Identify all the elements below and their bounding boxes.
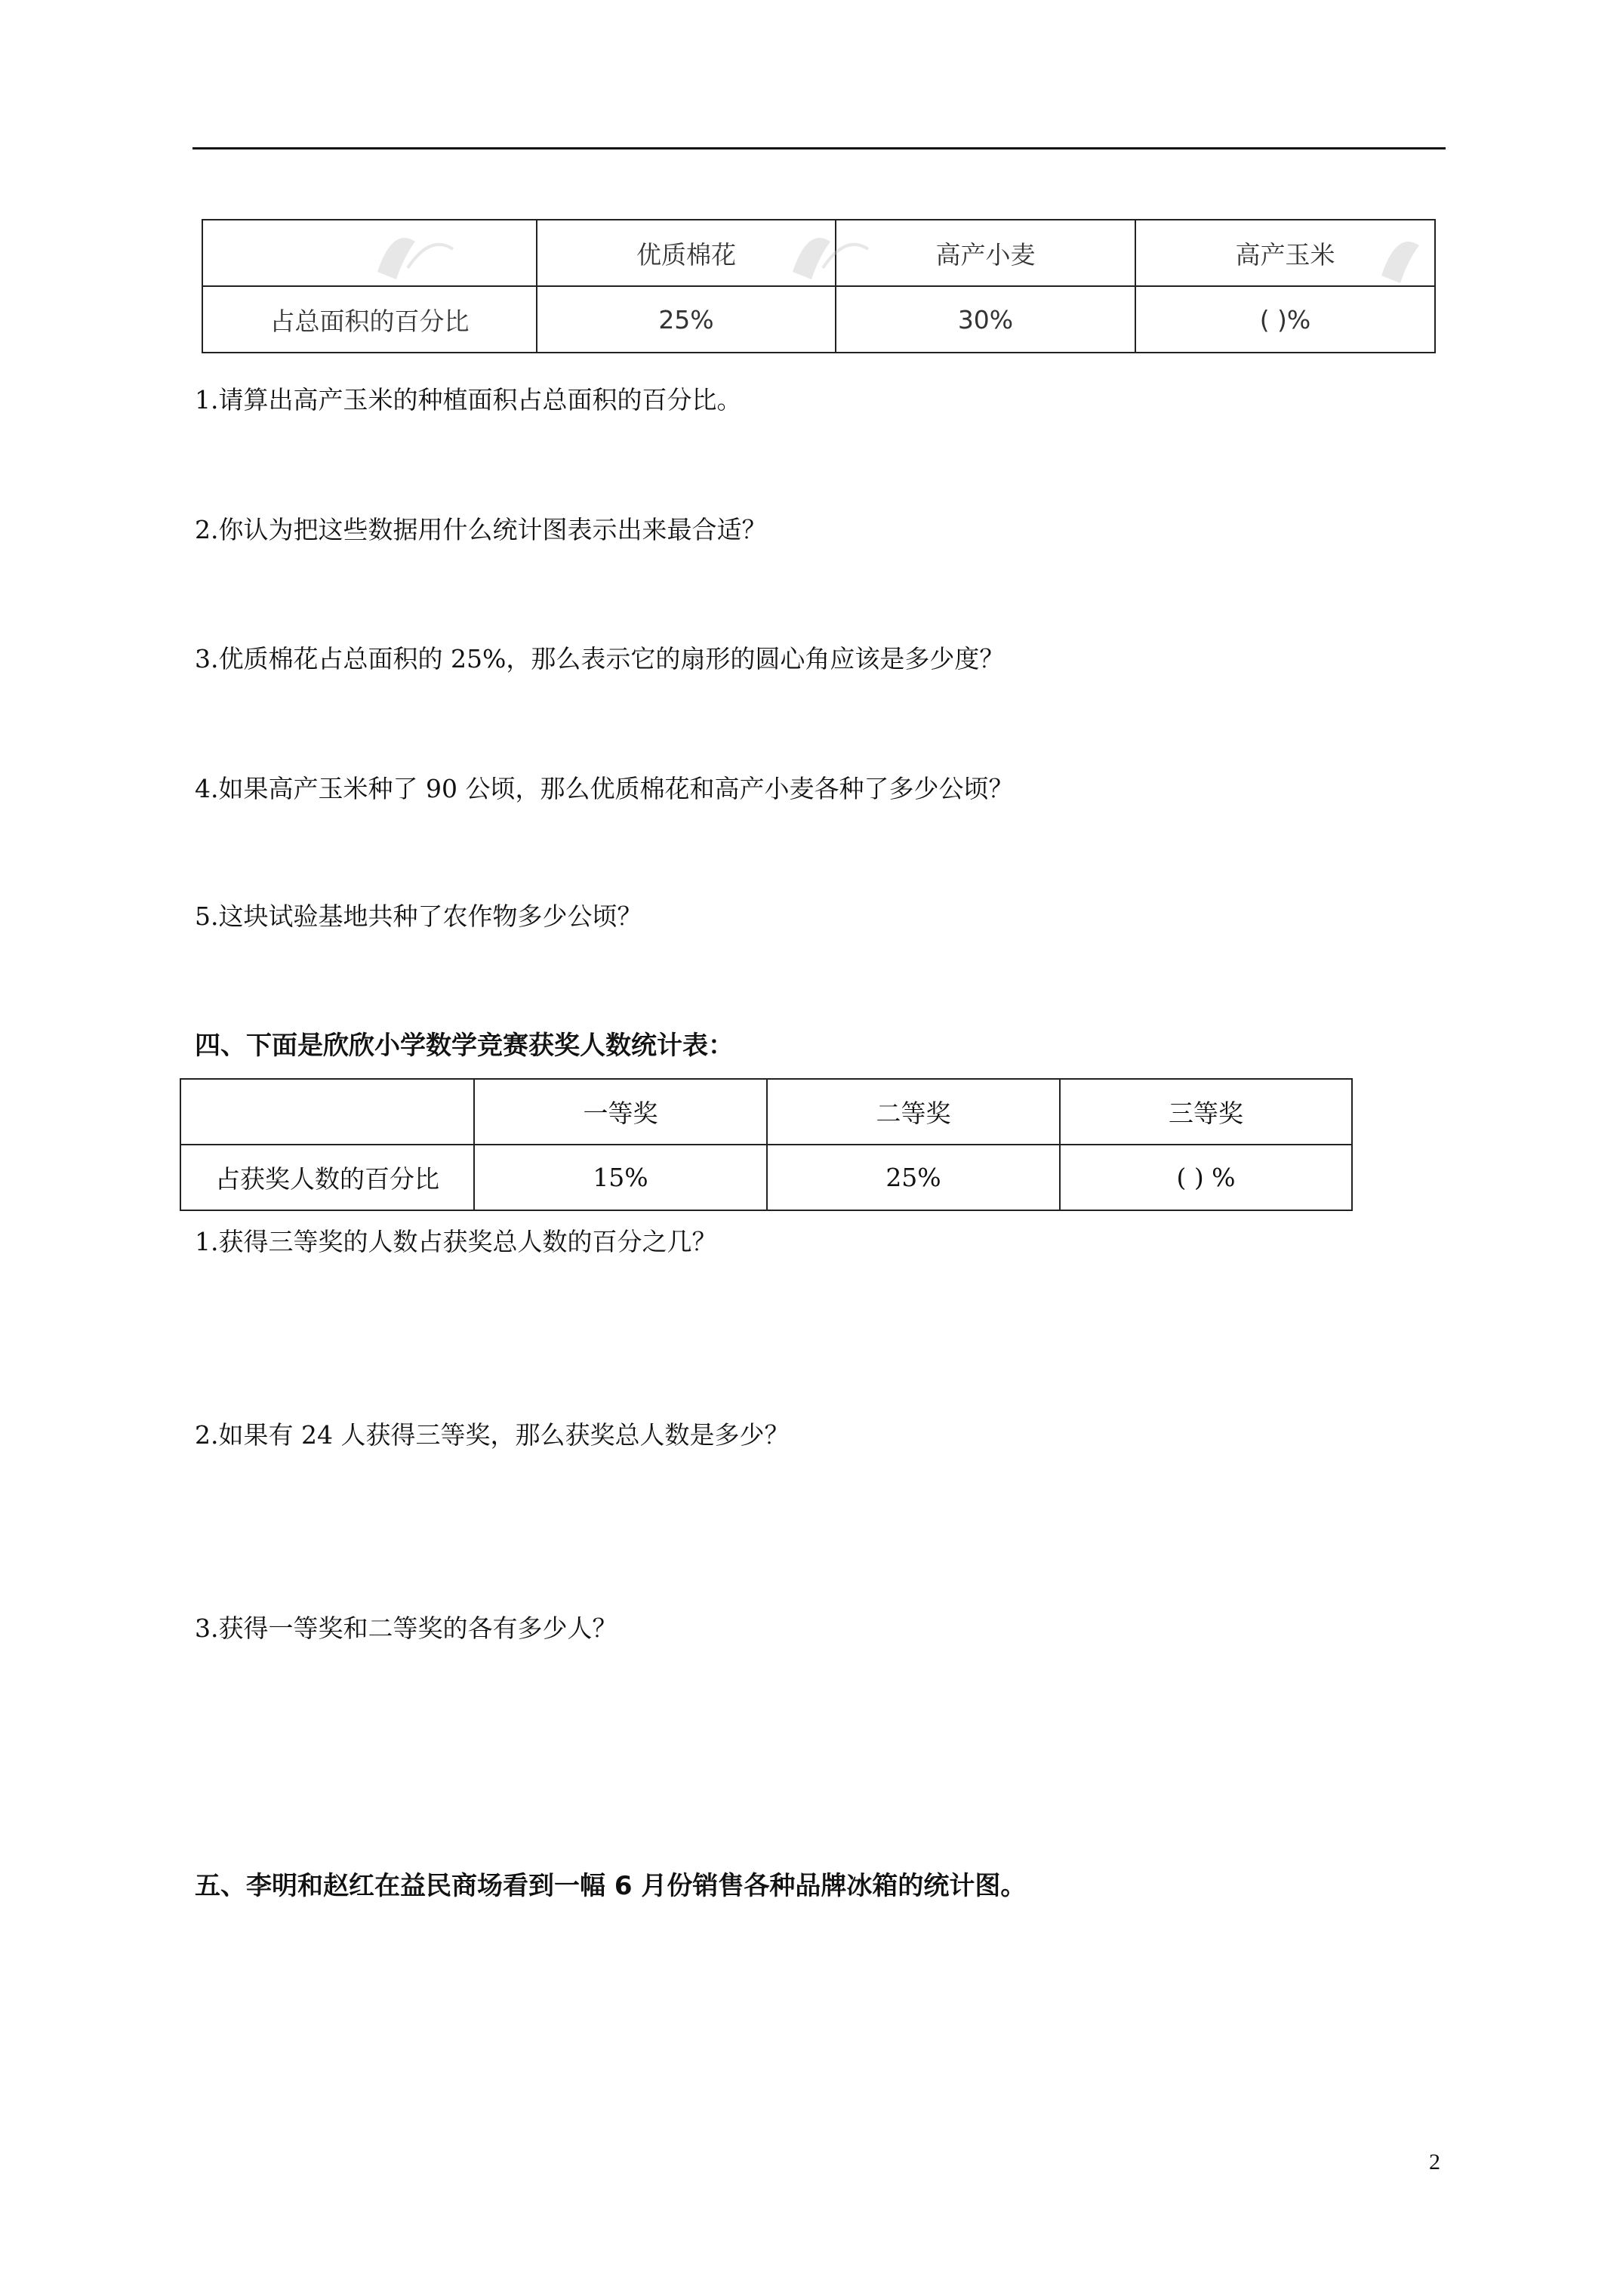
watermark-logo-icon <box>362 211 574 287</box>
value-third-prize: ( ) % <box>1060 1145 1352 1210</box>
header-corn: 高产玉米 <box>1135 220 1435 286</box>
page-number: 2 <box>1429 2150 1440 2174</box>
question-1: 1.获得三等奖的人数占获奖总人数的百分之几？ <box>195 1227 717 1256</box>
table-row <box>180 1145 1352 1210</box>
value-corn: ( )% <box>1135 286 1435 353</box>
row-label: 占获奖人数的百分比 <box>180 1145 474 1210</box>
question-5: 5.这块试验基地共种了农作物多少公顷？ <box>195 901 642 931</box>
section-5-heading: 五、李明和赵红在益民商场看到一幅 6 月份销售各种品牌冰箱的统计图。 <box>195 1871 1027 1901</box>
question-2: 2.如果有 24 人获得三等奖，那么获奖总人数是多少？ <box>195 1420 790 1450</box>
value-cotton: 25% <box>537 286 836 353</box>
header-wheat: 高产小麦 <box>836 220 1135 286</box>
section-4-heading: 四、下面是欣欣小学数学竞赛获奖人数统计表： <box>195 1031 734 1061</box>
table-row <box>202 286 1435 353</box>
question-3: 3.优质棉花占总面积的 25%，那么表示它的扇形的圆心角应该是多少度？ <box>195 644 1005 673</box>
value-wheat: 30% <box>836 286 1135 353</box>
question-4: 4.如果高产玉米种了 90 公顷，那么优质棉花和高产小麦各种了多少公顷？ <box>195 774 1014 803</box>
watermark-logo-icon <box>778 211 989 287</box>
question-1: 1.请算出高产玉米的种植面积占总面积的百分比。 <box>195 385 742 415</box>
row-label: 占总面积的百分比 <box>202 286 537 353</box>
question-2: 2.你认为把这些数据用什么统计图表示出来最合适？ <box>195 515 767 544</box>
header-rule <box>192 147 1446 149</box>
table-header-row <box>180 1079 1352 1145</box>
header-first-prize: 一等奖 <box>474 1079 767 1145</box>
header-second-prize: 二等奖 <box>767 1079 1060 1145</box>
question-3: 3.获得一等奖和二等奖的各有多少人？ <box>195 1613 617 1643</box>
value-second-prize: 25% <box>767 1145 1060 1210</box>
header-third-prize: 三等奖 <box>1060 1079 1352 1145</box>
value-first-prize: 15% <box>474 1145 767 1210</box>
table-corner-cell <box>180 1079 474 1145</box>
header-cotton: 优质棉花 <box>537 220 836 286</box>
award-table <box>180 1078 1353 1211</box>
watermark-logo-icon <box>1366 215 1442 291</box>
